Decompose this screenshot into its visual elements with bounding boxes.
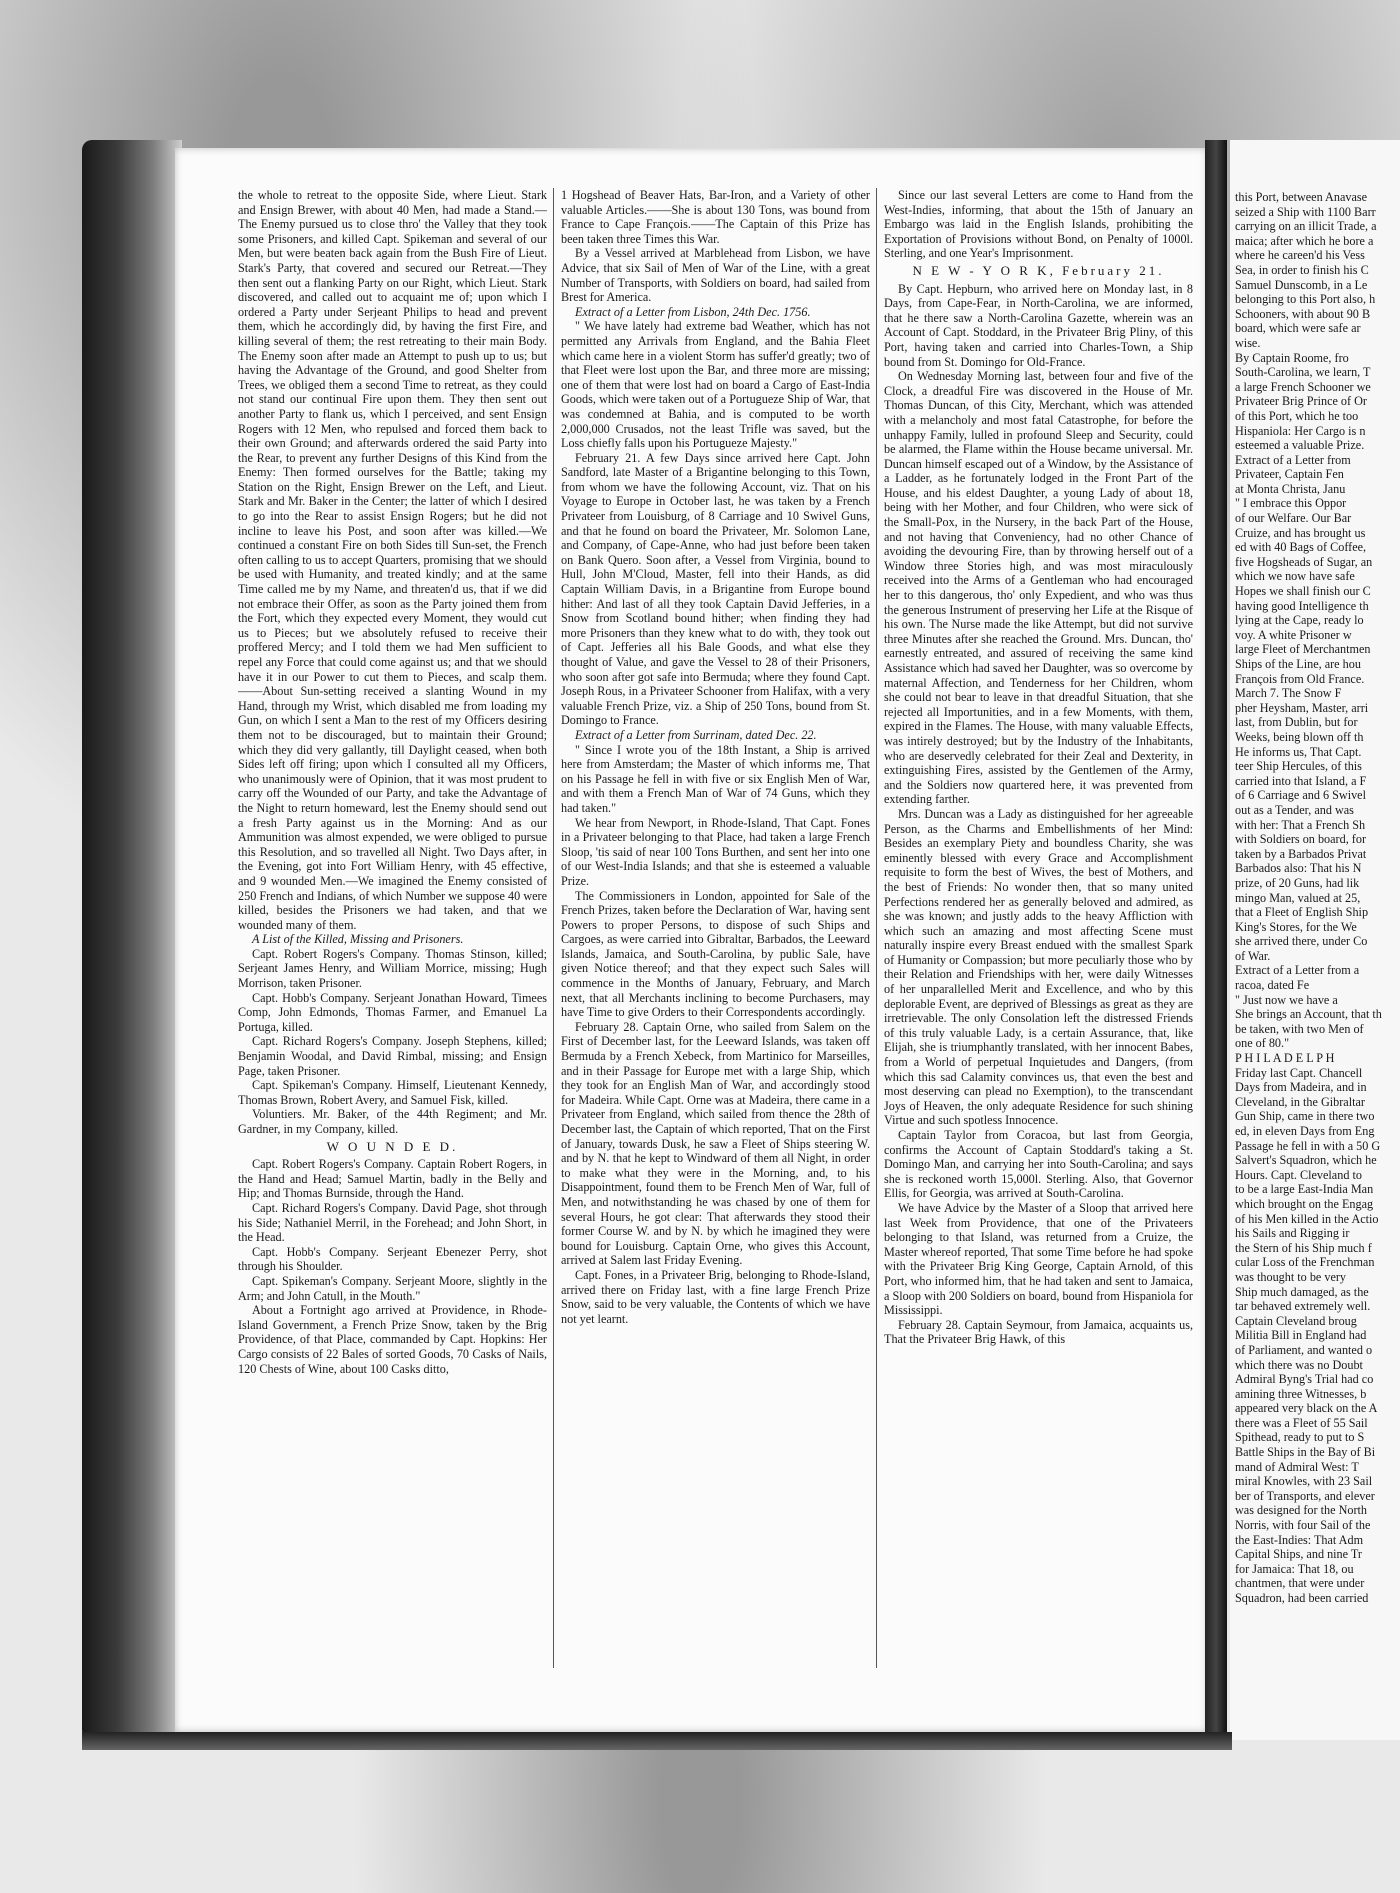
facing-line: Extract of a Letter from xyxy=(1235,452,1351,467)
article-columns xyxy=(238,188,1193,1708)
facing-line: Hours. Capt. Cleveland to xyxy=(1235,1167,1362,1182)
facing-line: chantmen, that were under xyxy=(1235,1576,1365,1591)
article-paragraph: February 28. Captain Orne, who sailed from Salem on the First of December last, for the Leeward Islands, was taken off Bermuda by a French Xebeck, from Martinico for Marseilles, and in their Passage for Europe met with a large Ship, which they took for an English Man of War, and accordingly stood for Madeira. While Capt. Orne was at Madeira, there came in a Privateer from England, which sailed from thence the 28th of December last, the Captain of which reported, That on the First of January, towards Dusk, he saw a Fleet of Ships steering W. and by N. that he kept to Windward of them all Night, in order to make what they were in the Morning, and, to his Disappointment, found them to be French Men of War, full of Men, and notwithstanding he was chased by one of them for several Hours, he got clear: That afterwards they stood their former Course W. and by N. by which he imagined they were bound for Louisburg. Captain Orne, who gives this Account, arrived at Salem last Friday Evening. xyxy=(561,1019,870,1268)
facing-line: March 7. The Snow F xyxy=(1235,686,1342,701)
extract-title: Extract of a Letter from Lisbon, 24th Dec. 1756. xyxy=(575,304,811,319)
facing-line: Spithead, ready to put to S xyxy=(1235,1430,1365,1445)
facing-line: there was a Fleet of 55 Sail xyxy=(1235,1415,1368,1430)
facing-line: five Hogsheads of Sugar, an xyxy=(1235,554,1373,569)
page-fold-edge xyxy=(1205,140,1227,1740)
list-item: Capt. Spikeman's Company. Serjeant Moore, slightly in the Arm; and John Catull, in the Mouth." xyxy=(238,1273,547,1303)
article-paragraph: " Since I wrote you of the 18th Instant, a Ship is arrived here from Amsterdam; the Master of which informs me, That on his Passage he fell in with five or six English Men of War, and with them a French Man of War of 74 Guns, which they had taken." xyxy=(561,742,870,815)
facing-line: Squadron, had been carried xyxy=(1235,1591,1369,1605)
facing-line: Gun Ship, came in there two xyxy=(1235,1109,1375,1124)
facing-line: to be a large East-India Man xyxy=(1235,1182,1374,1197)
facing-line: the Stern of his Ship much f xyxy=(1235,1240,1372,1255)
facing-line: Cruize, and has brought us xyxy=(1235,525,1366,540)
facing-line: with Soldiers on board, for xyxy=(1235,832,1366,847)
list-item: Voluntiers. Mr. Baker, of the 44th Regiment; and Mr. Gardner, in my Company, killed. xyxy=(238,1107,547,1136)
facing-line: Battle Ships in the Bay of Bi xyxy=(1235,1445,1376,1460)
facing-line: mand of Admiral West: T xyxy=(1235,1459,1359,1474)
facing-line: South-Carolina, we learn, T xyxy=(1235,365,1371,380)
article-paragraph: By a Vessel arrived at Marblehead from Lisbon, we have Advice, that six Sail of Men of War of the Line, with a great Number of Transports, with Soldiers on board, had sailed from Brest for America. xyxy=(561,246,870,305)
facing-line: with her: That a French Sh xyxy=(1235,817,1366,832)
facing-line: ed, in eleven Days from Eng xyxy=(1235,1124,1375,1138)
facing-line: board, which were safe ar xyxy=(1235,321,1361,336)
article-paragraph: February 28. Captain Seymour, from Jamaica, acquaints us, That the Privateer Brig Hawk, of this xyxy=(884,1317,1193,1347)
column-3 xyxy=(884,188,1193,1708)
facing-line: carried into that Island, a F xyxy=(1235,773,1367,788)
facing-line: for Jamaica: That 18, ou xyxy=(1235,1561,1354,1576)
article-paragraph: February 21. A few Days since arrived here Capt. John Sandford, late Master of a Brigantine belonging to this Town, from whom we have the following Account, viz. That on his Voyage to Europe in October last, he was taken by a French Privateer from Louisburg, of 8 Carriage and 10 Swivel Guns, and that he found on board the Privateer, Mr. Solomon Lane, and Company, of Cape-Anne, who had just before been taken on Bank Quero. Soon after, a Vessel from Virginia, bound to Hull, John M'Cloud, Master, fell into their Hands, as did Captain William Davis, in a Brigantine from Europe bound hither: And last of all they took Captain David Jefferies, in a Snow from Scotland bound hither; when finding they had more Prisoners than they knew what to do with, they took out of Capt. Jefferies all his Bale Goods, and what else they thought of Value, and gave the Vessel to 28 of their Prisoners, who soon after got safe into Bermuda; where they found Capt. Joseph Rous, in a Privateer Schooner from Halifax, with a very valuable French Prize, viz. a Ship of 250 Tons, bound from St. Domingo to France. xyxy=(561,450,870,728)
article-paragraph: 1 Hogshead of Beaver Hats, Bar-Iron, and a Variety of other valuable Articles.——She is about 130 Tons, was bound from France to Cape François.——The Captain of this Prize has been taken three Times this War. xyxy=(561,188,870,246)
facing-line: voy. A white Prisoner w xyxy=(1235,627,1352,642)
facing-line: maica; after which he bore a xyxy=(1235,233,1374,248)
facing-line: out as a Tender, and was xyxy=(1235,802,1354,817)
facing-line: one of 80." xyxy=(1235,1036,1290,1051)
facing-line: taken by a Barbados Privat xyxy=(1235,846,1367,861)
facing-line: of Parliament, and wanted o xyxy=(1235,1342,1373,1357)
article-paragraph: " We have lately had extreme bad Weather, which has not permitted any Arrivals from England, and the Bahia Fleet which came here in a violent Storm has suffer'd greatly; two of that Fleet were lost upon the Bar, and three more are missing; one of them that were lost had on board a Cargo of East-India Goods, which were taken out of a Portugueze Ship of War, that was condemned at Bahia, and is computed to be worth 2,000,000 Crusados, not the least Trifle was saved, but the Loss chiefly falls upon his Portugueze Majesty." xyxy=(561,319,870,451)
facing-line: which brought on the Engag xyxy=(1235,1196,1374,1211)
facing-line: Samuel Dunscomb, in a Le xyxy=(1235,277,1368,292)
facing-line: Militia Bill in England had xyxy=(1235,1328,1367,1343)
facing-line: of his Men killed in the Actio xyxy=(1235,1211,1379,1226)
article-paragraph: the whole to retreat to the opposite Side, where Lieut. Stark and Ensign Brewer, with about 40 Men, had made a Stand.—The Enemy pursued us to close thro' the Valley that they took some Prisoners, and killed Capt. Spikeman and several of our Men, but were beaten back again from the Bush Fire of Lieut. Stark's Party, that covered and secured our Retreat.—They then sent out a flanking Party on our Right, which Lieut. Stark discovered, and called out to acquaint me of; upon which I ordered a Party under Serjeant Philips to head and prevent them, which he accordingly did, by having the first Fire, and killing several of them; the rest retreating to their main Body. The Enemy soon after made an Attempt to push up to us; but having the Advantage of the Ground, and good Shelter from Trees, we obliged them a second Time to retreat, as they could not stand our continual Fire upon them. They then sent out another Party to flank us, which I perceived, and sent Ensign Rogers with 12 Men, who repulsed and forced them back to their own Ground; and afterwards ordered the said Party into the Rear, to prevent any further Designs of this Kind from the Enemy: Then formed ourselves for the Battle; taking my Station on the Right, Ensign Brewer on the Left, and Lieut. Stark and Mr. Baker in the Center; the latter of which I desired to go into the Rear to assist Ensign Rogers; but he did not incline to leave his Post, and soon after was killed.—We continued a constant Fire on both Sides till Sun-set, the French often calling to us to accept Quarters, promising that we should be used with Humanity, and treated kindly; and at the same Time called me by my Name, and threaten'd us, that if we did not embrace their Offer, as soon as the Party joined them from the Fort, which they expected every Moment, they would cut us to Pieces; but we absolutely refused to receive their proffered Mercy; and I told them we had Men sufficient to repel any Force that could come against us; and that we should have it in our Power to cut them to Pieces, and scalp them.——About Sun-setting received a slanting Wound in my Hand, through my Wrist, which disabled me from loading my Gun, on which I sent a Man to the rest of my Officers desiring them not to be discouraged, but to maintain their Ground; which they did very gallantly, till Daylight ceased, when both Sides left off firing; upon which I consulted all my Officers, who unanimously were of Opinion, that it was most prudent to carry off the Wounded of our Party, and take the Advantage of the Night to return homeward, lest the Enemy should send out a fresh Party against us in the Morning: And as our Ammunition was almost expended, we were obliged to pursue this Resolution, and so travelled all Night. Two Days after, in the Evening, got into Fort William Henry, with 45 effective, and 9 wounded Men.—We imagined the Enemy consisted of 250 French and Indians, of which Number we suppose 40 were killed, besides the Prisoners we had taken, and that we wounded many of them. xyxy=(238,188,547,932)
dateline: N E W - Y O R K, February 21. xyxy=(912,262,1165,278)
facing-line: Extract of a Letter from a xyxy=(1235,963,1360,978)
facing-line: Privateer Brig Prince of Or xyxy=(1235,394,1367,409)
facing-line: a large French Schooner we xyxy=(1235,379,1371,394)
article-paragraph: Mrs. Duncan was a Lady as distinguished for her agreeable Person, as the Charms and Embellishments of her Mind: Besides an exemplary Piety and boundless Charity, she was eminently blessed with every Grace and Accomplishment requisite to form the best of Wives, the best of Mothers, and the best of Friends: No wonder then, that so many united Perfections rendered her as generally beloved and admired, as she was known; and justly adds to the heavy Affliction with which such an amazing and most affecting Scene must naturally inspire every Breast endued with the smallest Spark of Humanity or Compassion; but more peculiarly those who by their Relation and Friendships with her, were daily Witnesses of her unparallelled Merit and Excellence, and who by this deplorable Event, are deprived of Blessings as great as they are irretrievable. The only Consolation left the distressed Friends of this truly valuable Lady, is a certain Assurance, that, like Elijah, she is triumphantly translated, with her innocent Babes, from a World of perpetual Inquietudes and Dangers, (from which this sad Calamity convinces us, that even the best and most deserving can plead no Exemption), to the transcendant Joys of Heaven, the only adequate Residence for such shining Virtue and such spotless Innocence. xyxy=(884,806,1193,1128)
facing-line: amining three Witnesses, b xyxy=(1235,1386,1367,1401)
facing-line: which there was no Doubt xyxy=(1235,1357,1363,1372)
facing-line: appeared very black on the A xyxy=(1235,1401,1378,1416)
facing-line: of 6 Carriage and 6 Swivel xyxy=(1235,788,1366,803)
facing-line: tar behaved extremely well. xyxy=(1235,1299,1371,1314)
facing-line: cular Loss of the Frenchman xyxy=(1235,1255,1375,1270)
facing-line: Captain Cleveland broug xyxy=(1235,1313,1357,1328)
facing-line: at Monta Christa, Janu xyxy=(1235,481,1346,496)
column-1 xyxy=(238,188,547,1708)
facing-line: belonging to this Port also, h xyxy=(1235,292,1376,307)
book-spine-shadow xyxy=(82,140,182,1740)
facing-line: be taken, with two Men of xyxy=(1235,1021,1364,1036)
list-item: Capt. Robert Rogers's Company. Captain Robert Rogers, in the Hand and Head; Samuel Martin, badly in the Belly and Hip; and Thomas Burnside, through the Hand. xyxy=(238,1157,547,1201)
facing-line: lying at the Cape, ready lo xyxy=(1235,613,1364,628)
article-paragraph: By Capt. Hepburn, who arrived here on Monday last, in 8 Days, from Cape-Fear, in North-Carolina, we are informed, that he there saw a North-Carolina Gazette, wherein was an Account of Capt. Stoddard, in the Privateer Brig Pliny, of this Port, having taken and carried into Charles-Town, a Ship bound from St. Domingo for Old-France. xyxy=(884,281,1193,369)
facing-line: teer Ship Hercules, of this xyxy=(1235,759,1362,774)
facing-line: last, from Dublin, but for xyxy=(1235,715,1358,730)
facing-line: Capital Ships, and nine Tr xyxy=(1235,1547,1362,1562)
facing-line: By Captain Roome, fro xyxy=(1235,350,1349,365)
facing-line: " I embrace this Oppor xyxy=(1235,496,1347,511)
facing-line: Passage he fell in with a 50 G xyxy=(1235,1138,1381,1153)
article-paragraph: Since our last several Letters are come to Hand from the West-Indies, informing, that about the 15th of January an Embargo was laid in the English Islands, prohibiting the Exportation of Provisions without Bond, on Penalty of 1000l. Sterling, and one Year's Imprisonment. xyxy=(884,188,1193,261)
facing-line: She brings an Account, that th xyxy=(1235,1007,1382,1022)
facing-line: Hispaniola: Her Cargo is n xyxy=(1235,423,1366,438)
facing-line: King's Stores, for the We xyxy=(1235,919,1357,934)
facing-line: " Just now we have a xyxy=(1235,992,1338,1007)
facing-line: ber of Transports, and elever xyxy=(1235,1488,1375,1503)
facing-line: seized a Ship with 1100 Barr xyxy=(1235,204,1376,219)
facing-line: Cleveland, in the Gibraltar xyxy=(1235,1094,1365,1109)
facing-line: his Sails and Rigging ir xyxy=(1235,1226,1350,1241)
extract-title: Extract of a Letter from Surrinam, dated Dec. 22. xyxy=(575,727,817,742)
facing-line: Barbados also: That his N xyxy=(1235,861,1362,876)
list-item: Capt. Hobb's Company. Serjeant Ebenezer Perry, shot through his Shoulder. xyxy=(238,1244,547,1274)
facing-line: Hopes we shall finish our C xyxy=(1235,584,1371,599)
facing-line: Sea, in order to finish his C xyxy=(1235,262,1369,277)
list-item: Capt. Robert Rogers's Company. Thomas Stinson, killed; Serjeant James Henry, and William Morrice, missing; Hugh Morrison, taken Prisoner. xyxy=(238,946,547,991)
facing-line: miral Knowles, with 23 Sail xyxy=(1235,1474,1373,1489)
list-item: Capt. Hobb's Company. Serjeant Jonathan Howard, Timees Comp, John Edmonds, Thomas Farmer, and Emanuel La Portuga, killed. xyxy=(238,990,547,1034)
facing-page-text xyxy=(1235,190,1400,1710)
list-item: Capt. Spikeman's Company. Himself, Lieutenant Kennedy, Thomas Brown, Robert Avery, and Samuel Fisk, killed. xyxy=(238,1078,547,1107)
facing-line: ed with 40 Bags of Coffee, xyxy=(1235,540,1367,555)
section-heading: W O U N D E D. xyxy=(326,1138,459,1154)
column-2 xyxy=(561,188,870,1708)
facing-line: Ship much damaged, as the xyxy=(1235,1284,1369,1299)
list-title: A List of the Killed, Missing and Prisoners. xyxy=(252,932,464,947)
article-paragraph: Capt. Fones, in a Privateer Brig, belonging to Rhode-Island, arrived there on Friday last, with a fine large French Prize Snow, said to be very valuable, the Contents of which we have not yet learnt. xyxy=(561,1267,870,1326)
facing-line: having good Intelligence th xyxy=(1235,598,1369,613)
facing-line: was designed for the North xyxy=(1235,1503,1367,1518)
facing-line: François from Old France. xyxy=(1235,671,1365,686)
facing-line: of War. xyxy=(1235,948,1271,963)
list-item: Capt. Richard Rogers's Company. Joseph Stephens, killed; Benjamin Woodal, and David Rimbal, missing; and Ensign Page, taken Prisoner. xyxy=(238,1034,547,1078)
facing-line: esteemed a valuable Prize. xyxy=(1235,438,1365,453)
facing-line: prize, of 20 Guns, had lik xyxy=(1235,875,1360,890)
facing-line: which we now have safe xyxy=(1235,569,1355,584)
facing-line: pher Heysham, Master, arri xyxy=(1235,700,1369,715)
facing-line: wise. xyxy=(1235,335,1261,350)
article-paragraph: The Commissioners in London, appointed for Sale of the French Prizes, taken before the Declaration of War, having sent Powers to proper Persons, to dispose of such Ships and Cargoes, as were carried into Gibraltar, Barbados, the Leeward Islands, Jamaica, and South-Carolina, by public Sale, have given Notice thereof; and that they expect such Sales will commence in the Months of January, February, and March next, that all Merchants inclining to become Purchasers, may have Time to give Orders to their Correspondents accordingly. xyxy=(561,888,870,1020)
facing-line: racoa, dated Fe xyxy=(1235,978,1310,993)
list-item: Capt. Richard Rogers's Company. David Page, shot through his Side; Nathaniel Merril, in the Forehead; and John Short, in the Head. xyxy=(238,1200,547,1245)
facing-line: of this Port, which he too xyxy=(1235,408,1359,423)
facing-line: the East-Indies: That Adm xyxy=(1235,1532,1364,1547)
facing-line: P H I L A D E L P H xyxy=(1235,1051,1335,1066)
article-paragraph: We hear from Newport, in Rhode-Island, That Capt. Fones in a Privateer belonging to that Place, had taken a large French Sloop, 'tis said of near 100 Tons Burthen, and sent her into one of our West-India Islands; and that she is esteemed a valuable Prize. xyxy=(561,815,870,888)
facing-line: carrying on an illicit Trade, a xyxy=(1235,219,1377,234)
facing-line: Schooners, with about 90 B xyxy=(1235,306,1371,321)
facing-line: He informs us, That Capt. xyxy=(1235,744,1362,759)
facing-line: mingo Man, valued at 25, xyxy=(1235,890,1361,905)
article-paragraph: Captain Taylor from Coracoa, but last from Georgia, confirms the Account of Captain Stoddard's taking a St. Domingo Man, and carrying her into South-Carolina; and says she is reckoned worth 15,000l. Sterling. Also, that Governor Ellis, for Georgia, was arrived at South-Carolina. xyxy=(884,1128,1193,1201)
facing-line: Admiral Byng's Trial had co xyxy=(1235,1372,1374,1387)
facing-line: Days from Madeira, and in xyxy=(1235,1080,1367,1095)
book-bottom-edge xyxy=(82,1732,1232,1750)
facing-line: Salvert's Squadron, which he xyxy=(1235,1153,1377,1168)
facing-line: large Fleet of Merchantmen xyxy=(1235,642,1371,657)
article-paragraph: We have Advice by the Master of a Sloop that arrived here last Week from Providence, that one of the Privateers belonging to that Island, was returned from a Cruize, the Master whereof reported, That some Time before he had spoke with the Privateer Brig King George, Captain Arnold, of this Port, who informed him, that he had taken and sent to Jamaica, a Sloop with 200 Soldiers on board, bound from Hispaniola for Mississippi. xyxy=(884,1200,1193,1318)
article-paragraph: About a Fortnight ago arrived at Providence, in Rhode-Island Government, a French Prize Snow, taken by the Brig Providence, of that Place, commanded by Capt. Hopkins: Her Cargo consists of 22 Bales of sorted Goods, 70 Casks of Nails, 120 Chests of Wine, about 100 Casks ditto, xyxy=(238,1303,547,1376)
facing-line: this Port, between Anavase xyxy=(1235,190,1368,204)
facing-line: of our Welfare. Our Bar xyxy=(1235,511,1352,526)
facing-line: that a Fleet of English Ship xyxy=(1235,905,1369,920)
facing-line: she arrived there, under Co xyxy=(1235,934,1368,949)
facing-line: where he careen'd his Vess xyxy=(1235,248,1365,263)
facing-line: was thought to be very xyxy=(1235,1269,1347,1284)
facing-line: Friday last Capt. Chancell xyxy=(1235,1065,1363,1080)
facing-line: Norris, with four Sail of the xyxy=(1235,1518,1371,1533)
facing-line: Weeks, being blown off th xyxy=(1235,729,1364,744)
facing-line: Ships of the Line, are hou xyxy=(1235,657,1361,671)
article-paragraph: On Wednesday Morning last, between four and five of the Clock, a dreadful Fire was discovered in the House of Mr. Thomas Duncan, of this City, Merchant, which was attended with a melancholy and most fatal Catastrophe, for before the unhappy Family, lulled in profound Sleep and Security, could be alarmed, the Flame within the House became universal. Mr. Duncan himself escaped out of a Window, by the Assistance of a Ladder, as he fortunately lodged in the Front Part of the House, and his eldest Daughter, a young Lady of about 18, being with her Mother, and four Children, who were sick of the Small-Pox, in the Nursery, in the back Part of the House, and not having that Conveniency, had no other Chance of avoiding the devouring Fire, than by throwing herself out of a Window three Stories high, and was most miraculously received into the Arms of a Gentleman who had encouraged her to this dangerous, tho' only Expedient, and who was thus the generous Instrument of preserving her Life at the Risque of his own. The Nurse made the like Attempt, but did not survive three Minutes after she reached the Ground. Mrs. Duncan, tho' earnestly entreated, and assured of receiving the same kind Assistance which had saved her Daughter, was so overcome by maternal Affection, and Tenderness for her Children, whom she could not bear to leave in that dreadful Situation, that she rejected all Importunities, and in a few Moments, with them, expired in the Flames. The House, with many valuable Effects, was intirely destroyed; but by the Industry of the Inhabitants, who are deservedly celebrated for their Zeal and Dexterity, in extinguishing Fires, assisted by the Gentlemen of the Army, and the Soldiers now quartered here, it was prevented from extending farther. xyxy=(884,369,1193,807)
facing-line: Privateer, Captain Fen xyxy=(1235,467,1344,482)
